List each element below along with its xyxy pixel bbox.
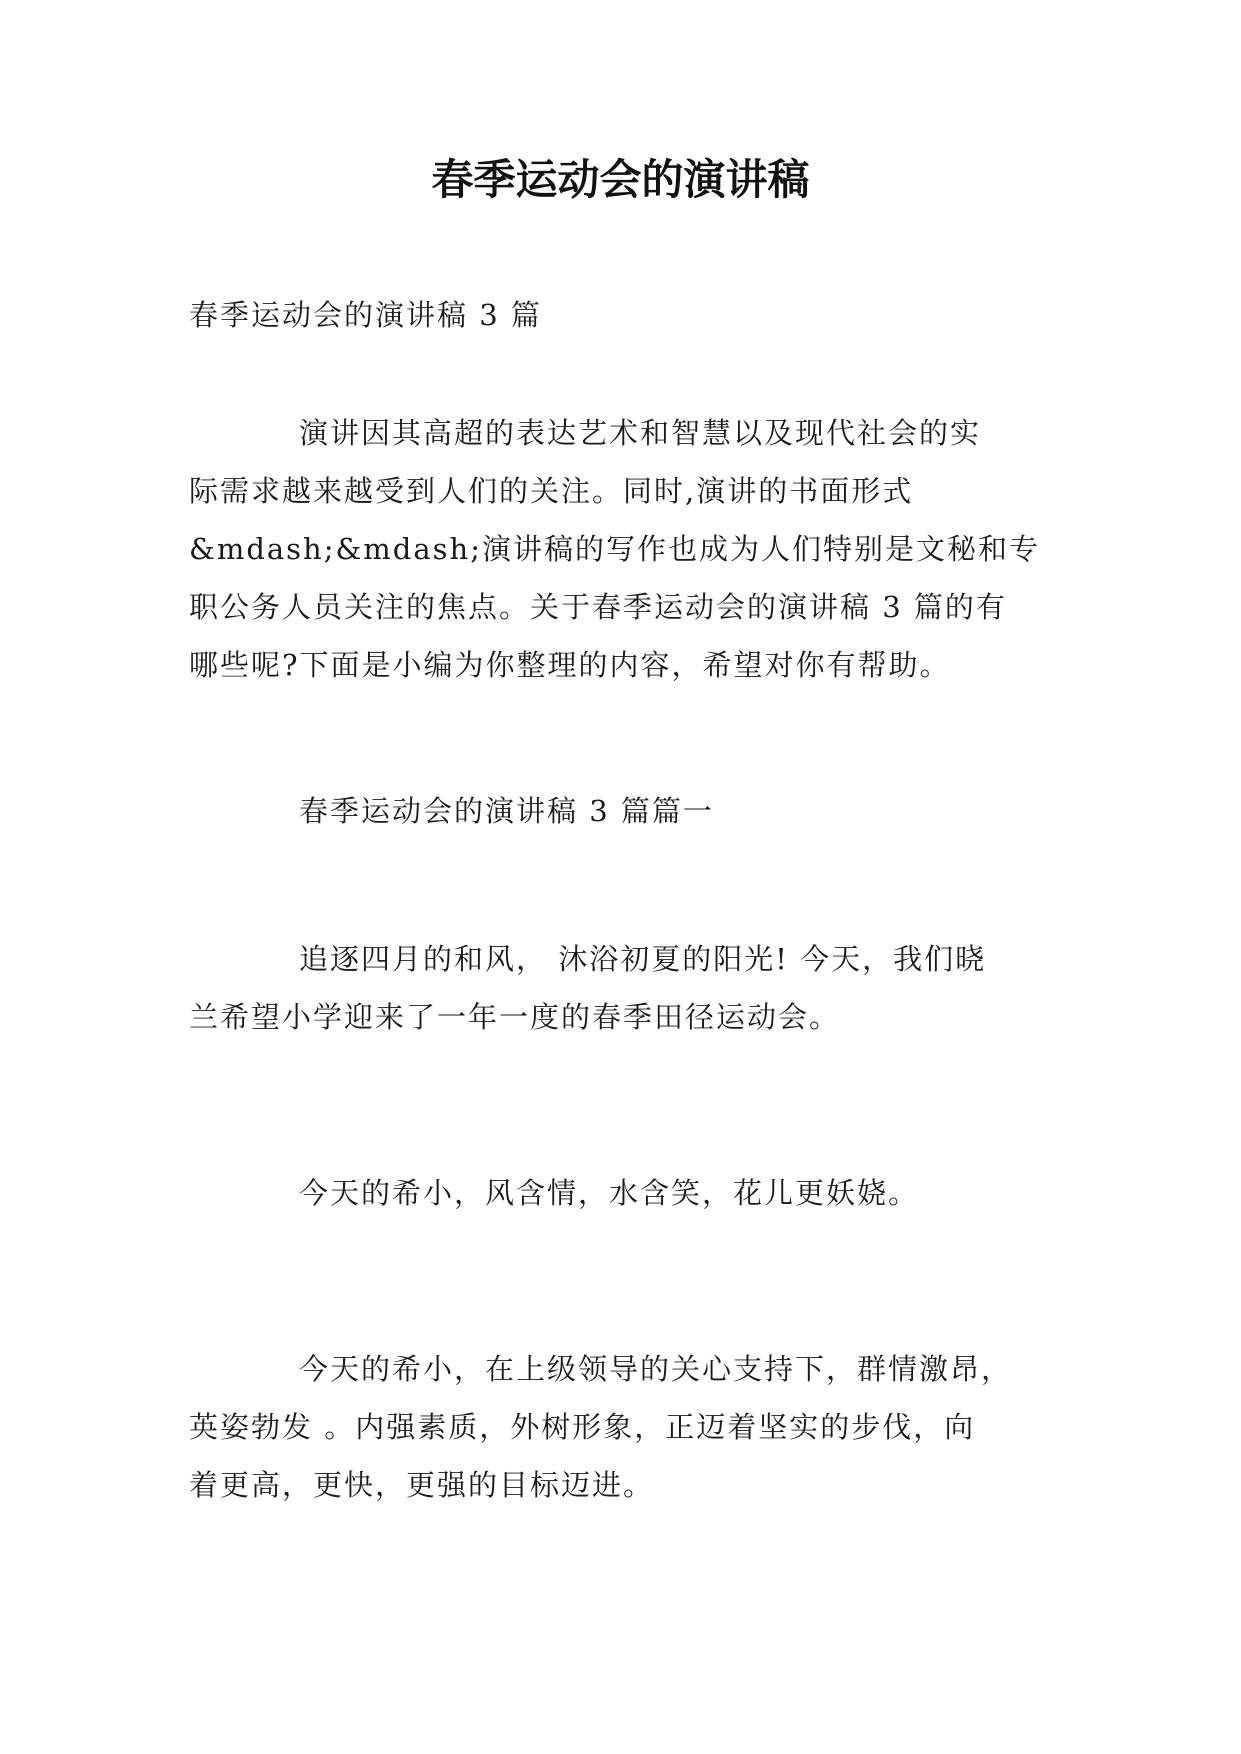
paragraph-3 <box>189 1340 1059 1514</box>
paragraph-line: 兰希望小学迎来了一年一度的春季田径运动会。 <box>189 1000 841 1034</box>
paragraph-line: 今天的希小，风含情，水含笑，花儿更妖娆。 <box>299 1176 920 1210</box>
paragraph-line: 英姿勃发 。内强素质，外树形象，正迈着坚实的步伐，向 <box>189 1410 976 1444</box>
intro-line: 际需求越来越受到人们的关注。同时,演讲的书面形式 <box>189 474 914 508</box>
intro-line: 哪些呢?下面是小编为你整理的内容，希望对你有帮助。 <box>189 648 951 682</box>
paragraph-line: 追逐四月的和风， 沐浴初夏的阳光! 今天，我们晓 <box>299 942 987 976</box>
intro-paragraph <box>189 404 1059 694</box>
section-heading-text: 春季运动会的演讲稿 3 篇篇一 <box>299 794 714 828</box>
document-subtitle <box>189 286 1059 344</box>
document-title: 春季运动会的演讲稿 <box>431 155 810 204</box>
paragraph-1 <box>189 930 1059 1046</box>
paragraph-line: 今天的希小，在上级领导的关心支持下，群情激昂， <box>299 1352 1013 1386</box>
subtitle-text: 春季运动会的演讲稿 3 篇 <box>189 298 542 332</box>
intro-line: 职公务人员关注的焦点。关于春季运动会的演讲稿 3 篇的有 <box>189 590 1007 624</box>
section-heading <box>189 782 1059 840</box>
intro-line: &mdash;&mdash;演讲稿的写作也成为人们特别是文秘和专 <box>189 532 1040 566</box>
intro-line: 演讲因其高超的表达艺术和智慧以及现代社会的实 <box>299 416 982 450</box>
paragraph-2 <box>189 1164 1059 1222</box>
paragraph-line: 着更高，更快，更强的目标迈进。 <box>189 1468 655 1502</box>
